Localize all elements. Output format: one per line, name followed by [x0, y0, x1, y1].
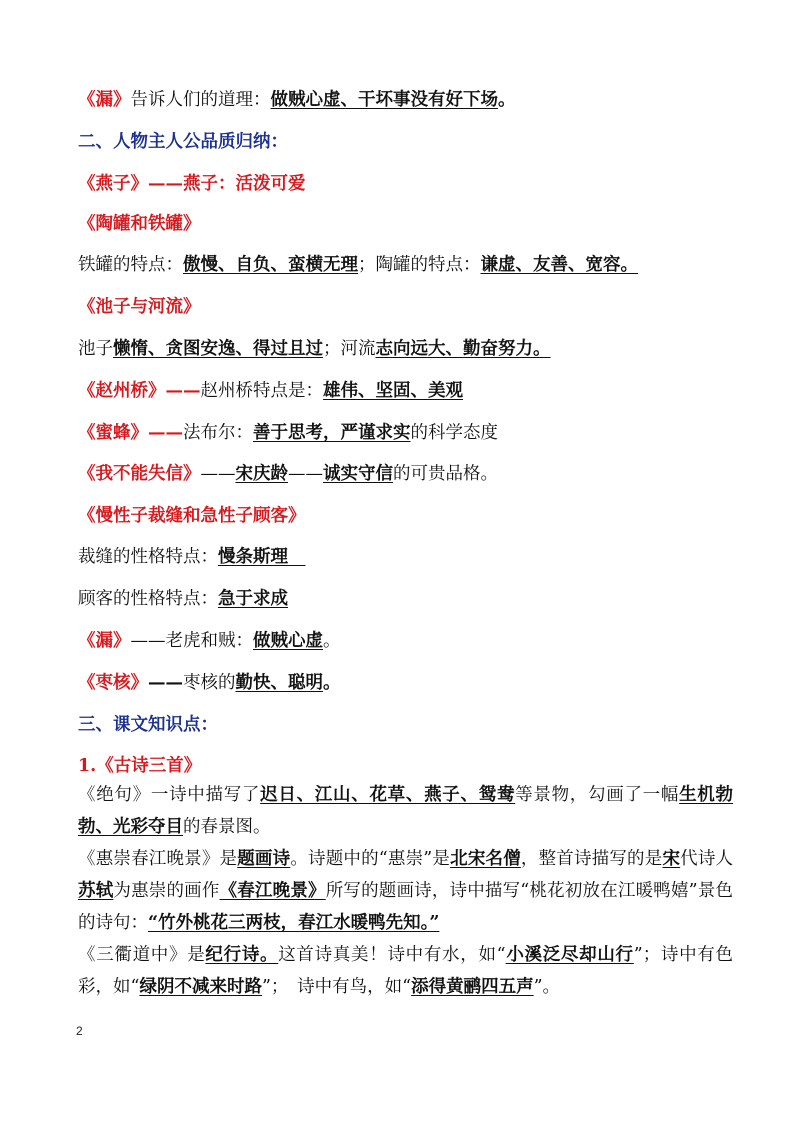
chizi-line: 池子懒惰、贪图安逸、得过且过；河流志向远大、勤奋努力。	[78, 339, 551, 359]
sanqu-paragraph: 《三衢道中》是纪行诗。这首诗真美！诗中有水，如“小溪泛尽却山行”；诗中有色彩，如“绿阴不减来时路”； 诗中有鸟，如“添得黄鹂四五声”。	[78, 945, 734, 997]
section-heading-2: 二、人物主人公品质归纳：	[78, 132, 288, 152]
lou-answer: 做贼心虚、干坏事没有好下场	[270, 90, 498, 110]
shixin-line: 《我不能失信》——宋庆龄——诚实守信的可贵品格。	[78, 464, 498, 484]
mifeng-line: 《蜜蜂》——法布尔：善于思考，严谨求实的科学态度	[78, 423, 498, 443]
caifeng-line: 裁缝的性格特点：慢条斯理	[78, 547, 288, 567]
lou-title: 《漏》	[78, 90, 131, 110]
gushi-title: 1.《古诗三首》	[78, 756, 202, 776]
lou2-line: 《漏》——老虎和贼：做贼心虚。	[78, 631, 341, 651]
lou-moral-line: 《漏》告诉人们的道理：做贼心虚、干坏事没有好下场。	[78, 90, 516, 110]
caifeng-title: 《慢性子裁缝和急性子顾客》	[78, 506, 306, 526]
section-heading-3: 三、课文知识点：	[78, 715, 218, 735]
taoguan-title: 《陶罐和铁罐》	[78, 214, 201, 234]
taoguan-line: 铁罐的特点：傲慢、自负、蛮横无理；陶罐的特点：谦虚、友善、宽容。	[78, 255, 638, 275]
zhaozhou-line: 《赵州桥》——赵州桥特点是：雄伟、坚固、美观	[78, 381, 463, 401]
guke-line: 顾客的性格特点：急于求成	[78, 589, 288, 609]
zaohe-line: 《枣核》——枣核的勤快、聪明。	[78, 673, 341, 693]
chizi-title: 《池子与河流》	[78, 297, 201, 317]
jueju-paragraph: 《绝句》一诗中描写了迟日、江山、花草、燕子、鸳鸯等景物，勾画了一幅生机勃勃、光彩夺目的春景图。	[78, 785, 734, 837]
page-number: 2	[76, 1024, 83, 1038]
yanzi-line: 《燕子》——燕子：活泼可爱	[78, 174, 306, 194]
huichong-paragraph: 《惠崇春江晚景》是题画诗。诗题中的“惠崇”是北宋名僧，整首诗描写的是宋代诗人苏轼为惠崇的画作《春江晚景》所写的题画诗，诗中描写“桃花初放在江暖鸭嬉”景色的诗句：“竹外桃花三两枝，春江水暖鸭先知。”	[78, 849, 734, 933]
